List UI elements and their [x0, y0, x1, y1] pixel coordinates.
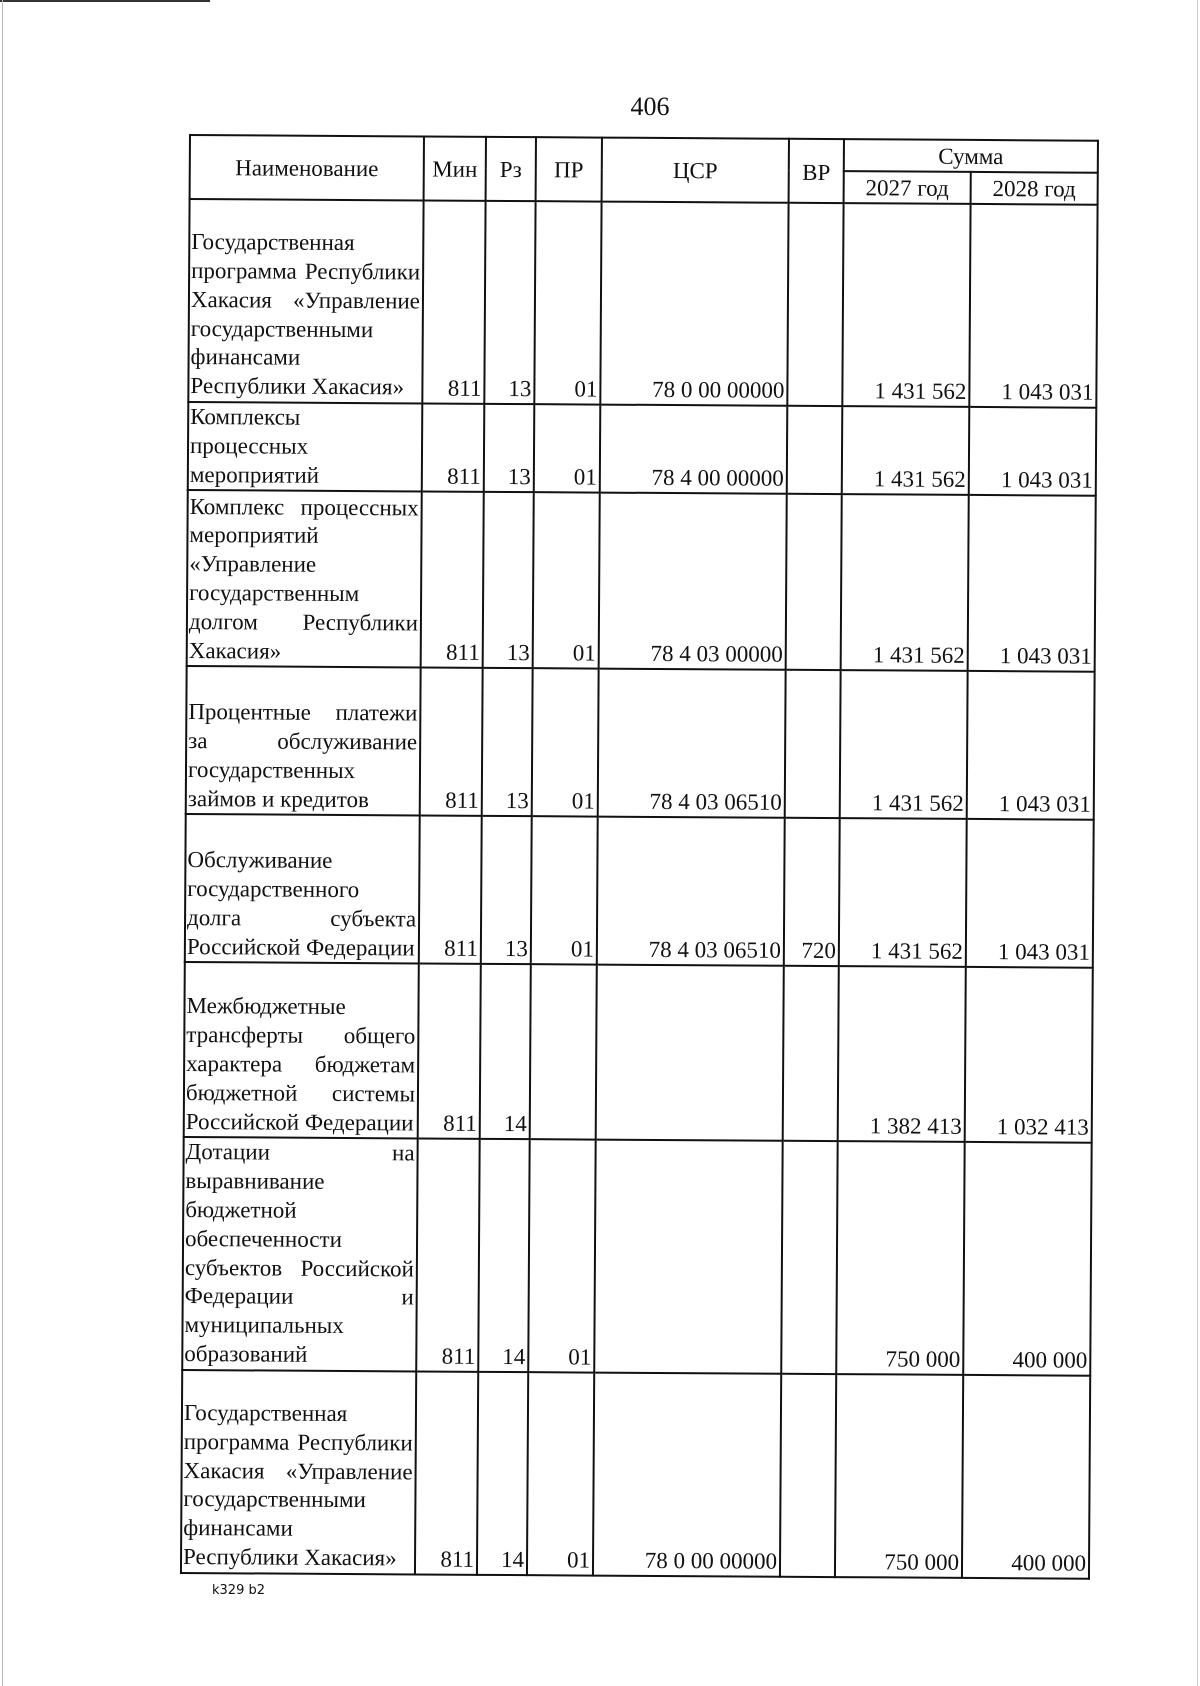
row-rz: 13 [484, 404, 535, 493]
row-sum-2028: 1 043 031 [969, 407, 1097, 496]
row-pr: 01 [534, 201, 601, 404]
row-csr: 78 4 03 06510 [597, 817, 785, 966]
row-sum-2028: 400 000 [962, 1375, 1090, 1579]
table-row [184, 962, 1093, 1143]
row-vr [780, 1374, 836, 1577]
scan-edge [0, 0, 210, 2]
row-sum-2028: 1 032 413 [965, 967, 1093, 1143]
row-vr: 720 [784, 818, 840, 966]
row-min: 811 [416, 1139, 479, 1372]
row-pr: 01 [534, 404, 601, 493]
row-min: 811 [419, 816, 482, 964]
table-row [182, 1137, 1091, 1375]
header-sum: Сумма [844, 139, 1098, 173]
row-csr: 78 0 00 00000 [593, 1372, 781, 1576]
document-code: k329 b2 [212, 1583, 265, 1598]
table-row [188, 199, 1097, 408]
row-csr: 78 0 00 00000 [600, 202, 788, 406]
row-vr [781, 1141, 837, 1374]
row-name: Комплекс процессных мероприятий «Управление государственным долгом Республики Хакасия» [187, 490, 422, 667]
row-sum-2027: 1 431 562 [839, 818, 967, 967]
row-min: 811 [421, 492, 484, 668]
row-rz: 13 [484, 201, 535, 404]
header-rz: Рз [486, 137, 536, 201]
row-sum-2027: 1 431 562 [842, 203, 970, 407]
row-sum-2027: 750 000 [836, 1141, 964, 1374]
row-rz: 14 [480, 964, 531, 1139]
row-vr [785, 670, 841, 818]
row-pr: 01 [528, 1140, 595, 1373]
page-number: 406 [630, 92, 670, 121]
row-sum-2027: 1 431 562 [841, 494, 969, 671]
scan-edge [1197, 0, 1198, 1686]
row-min: 811 [418, 964, 481, 1139]
row-min: 811 [420, 668, 483, 816]
header-min: Мин [424, 136, 486, 200]
row-vr [783, 966, 839, 1141]
row-csr: 78 4 03 00000 [599, 493, 787, 670]
header-name: Наименование [190, 135, 424, 200]
header-vr: ВР [789, 139, 844, 203]
row-sum-2028: 1 043 031 [966, 819, 1094, 968]
row-pr: 01 [527, 1372, 594, 1575]
row-sum-2028: 1 043 031 [968, 495, 1096, 672]
row-sum-2028: 400 000 [963, 1142, 1091, 1375]
row-sum-2027: 750 000 [835, 1374, 963, 1578]
row-csr [594, 1140, 782, 1374]
row-rz: 13 [481, 816, 532, 964]
row-min: 811 [422, 403, 485, 492]
table-row [187, 490, 1096, 672]
header-csr: ЦСР [602, 138, 789, 203]
row-vr [787, 203, 843, 406]
row-name: Процентные платежи за обслуживание государственных займов и кредитов [186, 666, 421, 815]
row-sum-2028: 1 043 031 [967, 671, 1095, 820]
row-sum-2027: 1 382 413 [838, 966, 966, 1142]
row-rz: 13 [483, 492, 534, 668]
table-row [188, 402, 1097, 496]
row-csr: 78 4 03 06510 [598, 669, 786, 818]
row-name: Обслуживание государственного долга субъекта Российской Федерации [185, 814, 420, 963]
budget-table [180, 134, 1099, 1579]
row-pr: 01 [532, 669, 599, 817]
table-row [181, 1370, 1090, 1579]
scan-edge [2, 0, 3, 1686]
row-pr [530, 965, 597, 1140]
row-sum-2027: 1 431 562 [842, 406, 970, 495]
row-vr [787, 406, 843, 495]
row-min: 811 [415, 1371, 478, 1574]
row-sum-2028: 1 043 031 [969, 204, 1097, 408]
row-name: Государственная программа Республики Хакасия «Управление государственными финансами Республики Хакасия» [188, 199, 423, 403]
row-rz: 14 [477, 1372, 528, 1575]
row-name: Комплексы процессных мероприятий [188, 402, 423, 492]
row-csr: 78 4 00 00000 [600, 405, 788, 495]
table-row [186, 666, 1095, 820]
table-row [185, 814, 1094, 968]
row-sum-2027: 1 431 562 [840, 670, 968, 819]
row-rz: 13 [482, 668, 533, 816]
row-name: Государственная программа Республики Хакасия «Управление государственными финансами Республики Хакасия» [181, 1370, 416, 1574]
row-rz: 14 [478, 1139, 529, 1372]
row-pr: 01 [533, 493, 600, 669]
header-year-2027: 2027 год [844, 171, 971, 204]
row-name: Дотации на выравнивание бюджетной обеспеченности субъектов Российской Федерации и муниципальных образований [182, 1137, 417, 1371]
row-pr: 01 [531, 817, 598, 965]
header-year-2028: 2028 год [971, 172, 1098, 205]
row-vr [786, 494, 842, 670]
row-min: 811 [422, 200, 485, 403]
row-name: Межбюджетные трансферты общего характера бюджетам бюджетной системы Российской Федерации [184, 962, 419, 1138]
header-pr: ПР [536, 137, 602, 201]
row-csr [596, 965, 784, 1141]
